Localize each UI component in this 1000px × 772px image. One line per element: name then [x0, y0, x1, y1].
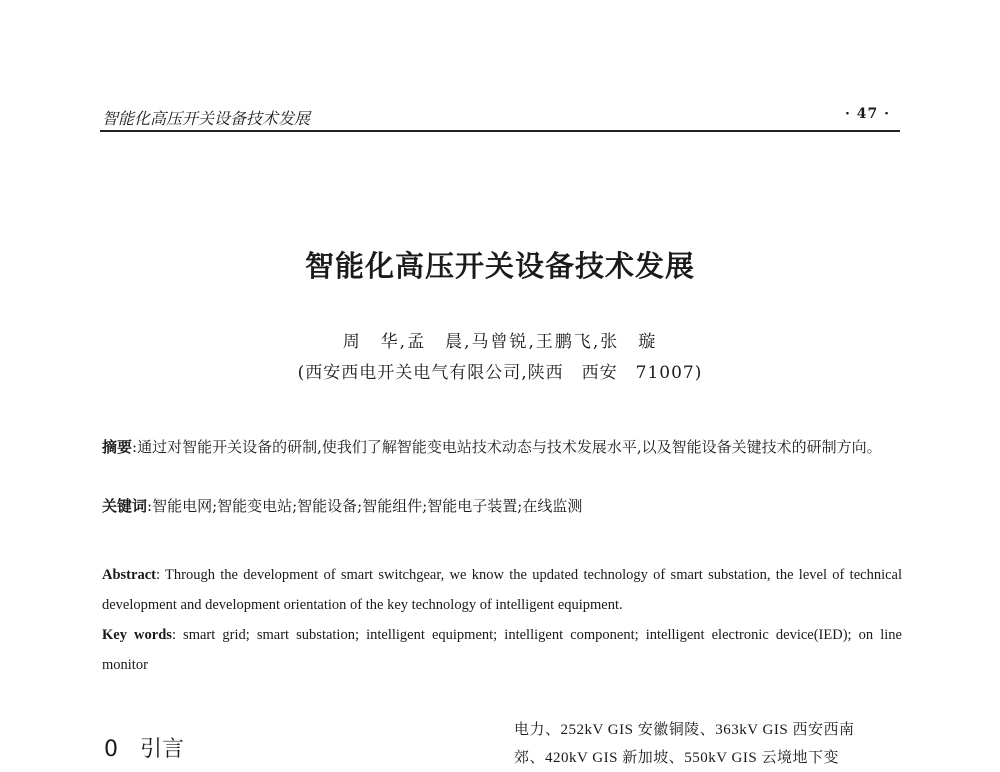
body-line-2: 郊、420kV GIS 新加坡、550kV GIS 云境地下变 — [514, 750, 839, 766]
section-heading — [104, 732, 184, 763]
running-head-title: 智能化高压开关设备技术发展 — [102, 109, 311, 128]
keywords-chinese-label: 关键词 — [102, 497, 148, 515]
section-number: 0 — [104, 737, 118, 762]
abstract-chinese-label: 摘要 — [102, 438, 133, 456]
keywords-chinese — [102, 492, 902, 520]
authors: 周 华,孟 晨,马曾锐,王鹏飞,张 璇 — [342, 332, 658, 352]
abstract-english — [102, 560, 902, 620]
keywords-chinese-text: :智能电网;智能变电站;智能设备;智能组件;智能电子装置;在线监测 — [147, 497, 583, 515]
section-title: 引言 — [140, 737, 185, 762]
header-rule — [100, 130, 900, 132]
abstract-chinese-text: :通过对智能开关设备的研制,使我们了解智能变电站技术动态与技术发展水平,以及智能设备关键技术的研制方向。 — [132, 438, 882, 456]
body-line-1: 电力、252kV GIS 安徽铜陵、363kV GIS 西安西南 — [514, 722, 855, 738]
keywords-english-label: Key words — [102, 627, 172, 643]
article-title: 智能化高压开关设备技术发展 — [304, 249, 695, 283]
abstract-english-label: Abstract — [102, 567, 156, 583]
affiliation: (西安西电开关电气有限公司,陕西 西安 71007) — [297, 363, 703, 383]
keywords-english-text: : smart grid; smart substation; intelligent equipment; intelligent component; intelligent electronic device(IED); on line monitor — [102, 627, 902, 673]
abstract-chinese — [102, 432, 902, 462]
keywords-english — [102, 620, 902, 680]
abstract-english-text: : Through the development of smart switchgear, we know the updated technology of smart substation, the level of technical development and development orientation of the key technology of intelligent equipment. — [102, 567, 902, 613]
page-number: · 47 · — [845, 106, 890, 122]
body-right-column — [514, 716, 904, 772]
